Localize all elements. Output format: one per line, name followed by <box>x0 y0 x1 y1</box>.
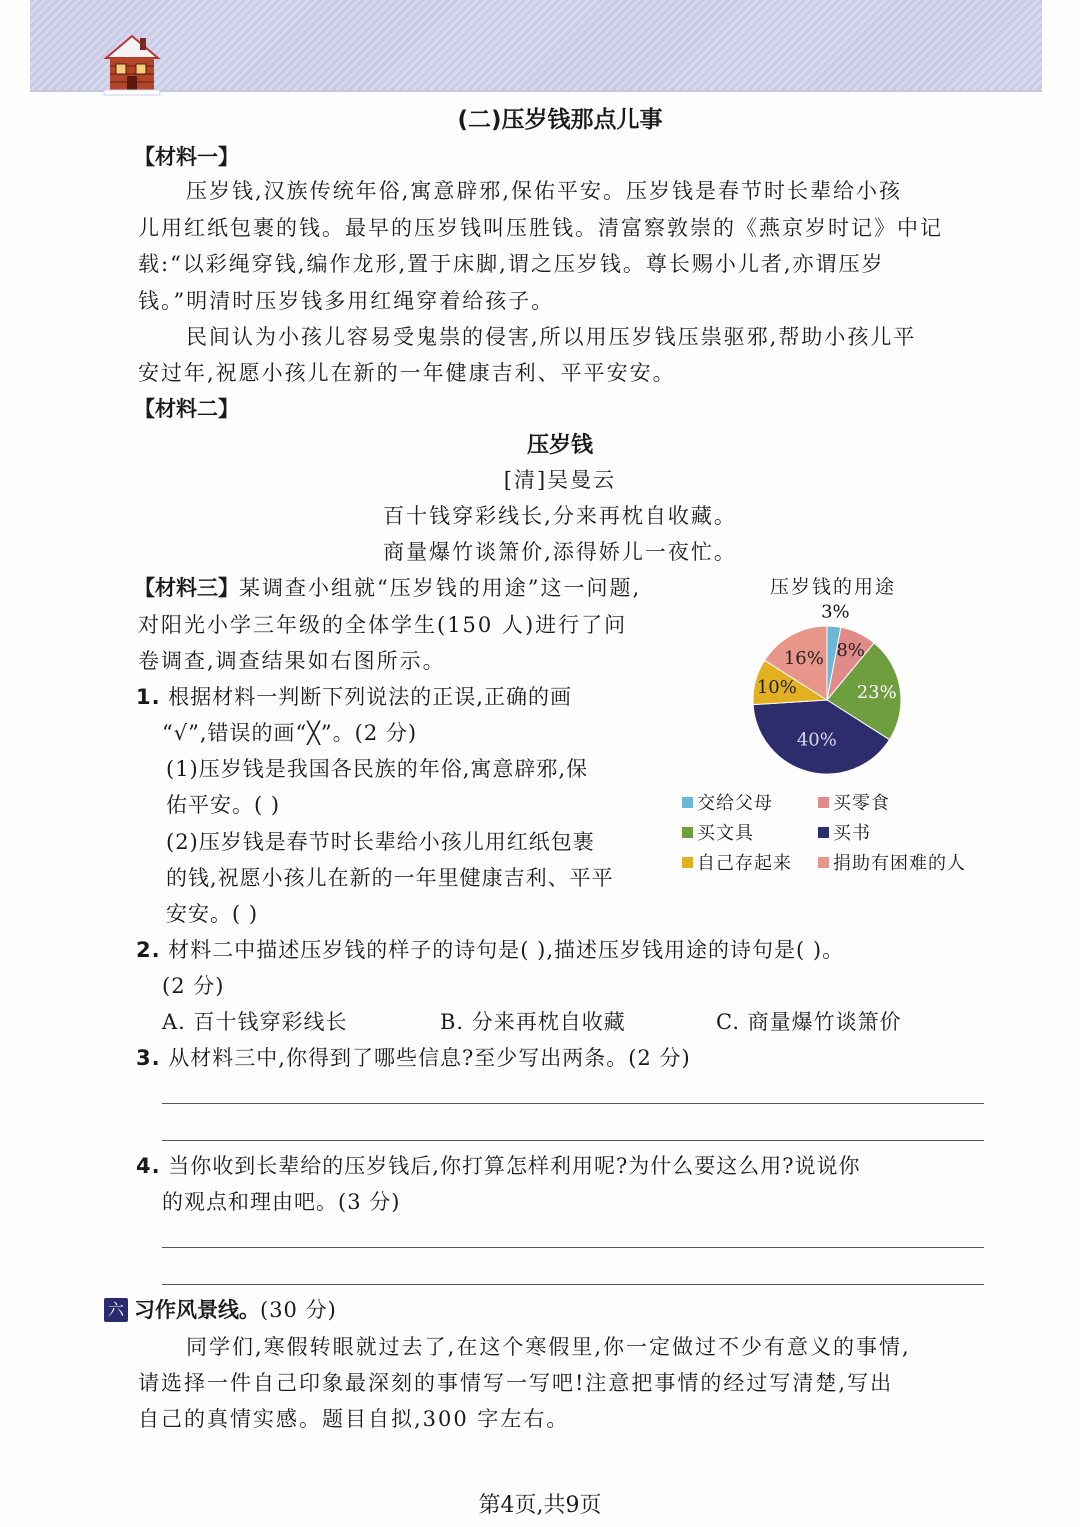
pie-value-label: 16% <box>783 647 824 669</box>
pie-value-label: 8% <box>836 639 865 661</box>
legend-swatch <box>682 857 693 868</box>
section6-line: 请选择一件自己印象最深刻的事情写一写吧!注意把事情的经过写清楚,写出 <box>138 1371 894 1395</box>
q3-text: 从材料三中,你得到了哪些信息?至少写出两条。(2 分) <box>168 1046 691 1070</box>
header-banner <box>30 0 1042 92</box>
q4-text: 的观点和理由吧。(3 分) <box>162 1190 401 1214</box>
legend-item <box>818 819 871 845</box>
q4-line <box>136 1150 860 1180</box>
q1-item1: (1)压岁钱是我国各民族的年俗,寓意辟邪,保 <box>166 757 589 781</box>
pie-value-label: 10% <box>756 677 797 699</box>
q2-option-a: A. 百十钱穿彩线长 <box>162 1010 348 1034</box>
q2-option-b: B. 分来再枕自收藏 <box>440 1010 626 1034</box>
q2-line <box>136 934 844 964</box>
q1-item2-answer: 安安。( ) <box>166 902 259 926</box>
legend-label: 买零食 <box>833 793 890 814</box>
legend-item <box>682 849 792 875</box>
pie-chart <box>745 600 910 780</box>
legend-item <box>818 849 966 875</box>
legend-swatch <box>818 797 829 808</box>
answer-line[interactable] <box>162 1140 984 1141</box>
section-title: (二)压岁钱那点儿事 <box>457 107 663 133</box>
material3-label: 【材料三】 <box>134 576 239 600</box>
section6-badge: 六 <box>104 1298 128 1322</box>
chart-title: 压岁钱的用途 <box>770 576 897 598</box>
q1-item2: (2)压岁钱是春节时长辈给小孩儿用红纸包裹 <box>166 830 595 854</box>
material1-line: 民间认为小孩儿容易受鬼祟的侵害,所以用压岁钱压祟驱邪,帮助小孩儿平 <box>186 325 917 349</box>
legend-item <box>682 819 754 845</box>
page-footer: 第4页,共9页 <box>478 1493 602 1518</box>
material3-line-1 <box>134 572 641 602</box>
q2-score: (2 分) <box>162 974 225 998</box>
section6-title: 习作风景线。 <box>134 1298 260 1322</box>
q1-item1-answer: 佑平安。( ) <box>166 793 281 817</box>
material1-label: 【材料一】 <box>134 145 239 169</box>
answer-line[interactable] <box>162 1284 984 1285</box>
answer-line[interactable] <box>162 1103 984 1104</box>
section6-line: 自己的真情实感。题目自拟,300 字左右。 <box>138 1407 570 1431</box>
section6-line: 同学们,寒假转眼就过去了,在这个寒假里,你一定做过不少有意义的事情, <box>186 1335 911 1359</box>
legend-item <box>682 789 773 815</box>
legend-swatch <box>682 827 693 838</box>
answer-line[interactable] <box>162 1247 984 1248</box>
legend-label: 买书 <box>833 823 871 844</box>
material1-line: 钱。”明清时压岁钱多用红绳穿着给孩子。 <box>138 289 555 313</box>
question-number: 3. <box>136 1046 161 1070</box>
section6-heading <box>104 1294 337 1324</box>
legend-swatch <box>818 857 829 868</box>
poem-title: 压岁钱 <box>526 433 593 458</box>
material3-line: 某调查小组就“压岁钱的用途”这一问题, <box>239 576 642 600</box>
legend-label: 自己存起来 <box>697 853 792 874</box>
material3-line: 卷调查,调查结果如右图所示。 <box>138 649 446 673</box>
poem-line: 商量爆竹谈箫价,添得娇儿一夜忙。 <box>383 540 737 564</box>
material1-line: 压岁钱,汉族传统年俗,寓意辟邪,保佑平安。压岁钱是春节时长辈给小孩 <box>186 179 903 203</box>
material2-label: 【材料二】 <box>134 397 239 421</box>
q2-option-c: C. 商量爆竹谈箫价 <box>716 1010 902 1034</box>
legend-item <box>818 789 890 815</box>
material1-line: 安过年,祝愿小孩儿在新的一年健康吉利、平平安安。 <box>138 361 676 385</box>
section6-score: (30 分) <box>260 1298 337 1322</box>
question-number: 1. <box>136 685 161 709</box>
poem-author: [清]吴曼云 <box>503 468 617 492</box>
legend-label: 捐助有困难的人 <box>833 853 966 874</box>
q2-text: 材料二中描述压岁钱的样子的诗句是( ),描述压岁钱用途的诗句是( )。 <box>168 938 845 962</box>
pie-value-label: 3% <box>821 601 850 623</box>
legend-label: 买文具 <box>697 823 754 844</box>
q1-text: 根据材料一判断下列说法的正误,正确的画 <box>168 685 572 709</box>
poem-line: 百十钱穿彩线长,分来再枕自收藏。 <box>383 504 737 528</box>
pie-value-label: 40% <box>796 729 837 751</box>
q1-line <box>136 681 572 711</box>
legend-swatch <box>818 827 829 838</box>
q3-line <box>136 1042 691 1072</box>
q1-text: “√”,错误的画“╳”。(2 分) <box>162 721 418 745</box>
house-icon <box>102 34 162 96</box>
legend-label: 交给父母 <box>697 793 773 814</box>
question-number: 2. <box>136 938 161 962</box>
material1-line: 儿用红纸包裹的钱。最早的压岁钱叫压胜钱。清富察敦崇的《燕京岁时记》中记 <box>138 216 943 240</box>
material3-line: 对阳光小学三年级的全体学生(150 人)进行了问 <box>138 613 628 637</box>
material1-line: 载:“以彩绳穿钱,编作龙形,置于床脚,谓之压岁钱。尊长赐小儿者,亦谓压岁 <box>138 252 885 276</box>
q1-item2: 的钱,祝愿小孩儿在新的一年里健康吉利、平平 <box>166 866 614 890</box>
legend-swatch <box>682 797 693 808</box>
question-number: 4. <box>136 1154 161 1178</box>
q4-text: 当你收到长辈给的压岁钱后,你打算怎样利用呢?为什么要这么用?说说你 <box>168 1154 861 1178</box>
pie-value-label: 23% <box>856 682 897 704</box>
